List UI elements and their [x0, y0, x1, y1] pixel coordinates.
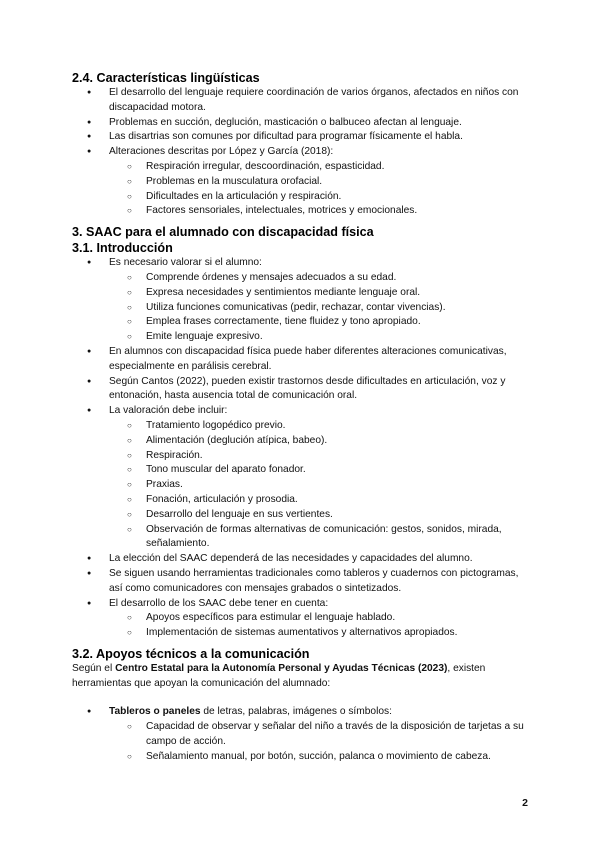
- intro-text-bold: Centro Estatal para la Autonomía Personal y Ayudas Técnicas (2023): [115, 662, 448, 674]
- sublist-item: ○ Utiliza funciones comunicativas (pedir, rechazar, contar vivencias).: [72, 301, 532, 316]
- sublist: [109, 160, 532, 219]
- list-item: [72, 404, 532, 552]
- list-item-bold: Tableros o paneles: [109, 706, 201, 718]
- sublist-item: ○ Respiración.: [72, 449, 532, 464]
- sublist-item: ○ Emite lenguaje expresivo.: [72, 330, 532, 345]
- sublist-item: ○ Implementación de sistemas aumentativos y alternativos apropiados.: [72, 626, 532, 641]
- list-item-text: La valoración debe incluir:: [109, 405, 228, 417]
- sublist-item: ○ Emplea frases correctamente, tiene fluidez y tono apropiado.: [72, 315, 532, 330]
- section-2-4-heading: 2.4. Características lingüísticas: [72, 71, 260, 85]
- list-item: ● El desarrollo del lenguaje requiere coordinación de varios órganos, afectados en niños con discapacidad motora.: [72, 86, 532, 116]
- list-item: ● Según Cantos (2022), pueden existir trastornos desde dificultades en articulación, voz y entonación, hasta ausencia total de comunicación oral.: [72, 375, 532, 405]
- sublist: [109, 611, 532, 641]
- intro-text-post: , existen herramientas que apoyan la comunicación del alumnado:: [72, 662, 486, 689]
- list-item: [72, 145, 532, 219]
- list-item: ● Problemas en succión, deglución, masticación o balbuceo afectan al lenguaje.: [72, 116, 532, 131]
- section-3-2-intro: [72, 662, 532, 692]
- list-item: [72, 256, 532, 345]
- list-item-text: Alteraciones descritas por López y García (2018):: [109, 146, 334, 158]
- section-2-4-list: [72, 86, 532, 219]
- sublist-item: ○ Factores sensoriales, intelectuales, motrices y emocionales.: [72, 204, 532, 219]
- sublist-item: ○ Respiración irregular, descoordinación, espasticidad.: [72, 160, 532, 175]
- sublist-item: ○ Problemas en la musculatura orofacial.: [72, 175, 532, 190]
- section-3-heading: 3. SAAC para el alumnado con discapacidad física: [72, 225, 374, 240]
- list-item: ● La elección del SAAC dependerá de las necesidades y capacidades del alumno.: [72, 552, 532, 567]
- sublist: [109, 720, 532, 764]
- sublist-item: ○ Tratamiento logopédico previo.: [72, 419, 532, 434]
- sublist-item: ○ Desarrollo del lenguaje en sus vertientes.: [72, 508, 532, 523]
- sublist: [109, 271, 532, 345]
- sublist: [109, 419, 532, 552]
- list-item: ● En alumnos con discapacidad física puede haber diferentes alteraciones comunicativas, especialmente en parálisis cerebral.: [72, 345, 532, 375]
- list-item-text: de letras, palabras, imágenes o símbolos:: [200, 706, 392, 718]
- sublist-item: ○ Tono muscular del aparato fonador.: [72, 463, 532, 478]
- page-content: [72, 70, 532, 765]
- section-3-2-list: [72, 705, 532, 764]
- list-item: [72, 705, 532, 764]
- sublist-item: ○ Señalamiento manual, por botón, succión, palanca o movimiento de cabeza.: [72, 750, 532, 765]
- intro-text-pre: Según el: [72, 662, 116, 674]
- sublist-item: ○ Apoyos específicos para estimular el lenguaje hablado.: [72, 611, 532, 626]
- list-item: ● Se siguen usando herramientas tradicionales como tableros y cuadernos con pictogramas, así como comunicadores con mensajes grabados o sintetizados.: [72, 567, 532, 597]
- page-number: 2: [522, 797, 528, 809]
- section-3-1-list: [72, 256, 532, 641]
- sublist-item: ○ Praxias.: [72, 478, 532, 493]
- sublist-item: ○ Expresa necesidades y sentimientos mediante lenguaje oral.: [72, 286, 532, 301]
- list-item-text: Es necesario valorar si el alumno:: [109, 257, 262, 269]
- list-item: ● Las disartrias son comunes por dificultad para programar físicamente el habla.: [72, 130, 532, 145]
- list-item-text: El desarrollo de los SAAC debe tener en cuenta:: [109, 597, 329, 609]
- section-3-2-heading: 3.2. Apoyos técnicos a la comunicación: [72, 646, 310, 661]
- sublist-item: ○ Fonación, articulación y prosodia.: [72, 493, 532, 508]
- sublist-item: ○ Observación de formas alternativas de comunicación: gestos, sonidos, mirada, señalamiento.: [72, 523, 532, 553]
- list-item: [72, 597, 532, 641]
- sublist-item: ○ Capacidad de observar y señalar del niño a través de la disposición de tarjetas a su campo de acción.: [72, 720, 532, 750]
- section-3-1-heading: 3.1. Introducción: [72, 241, 173, 256]
- sublist-item: ○ Dificultades en la articulación y respiración.: [72, 190, 532, 205]
- sublist-item: ○ Alimentación (deglución atípica, babeo).: [72, 434, 532, 449]
- sublist-item: ○ Comprende órdenes y mensajes adecuados a su edad.: [72, 271, 532, 286]
